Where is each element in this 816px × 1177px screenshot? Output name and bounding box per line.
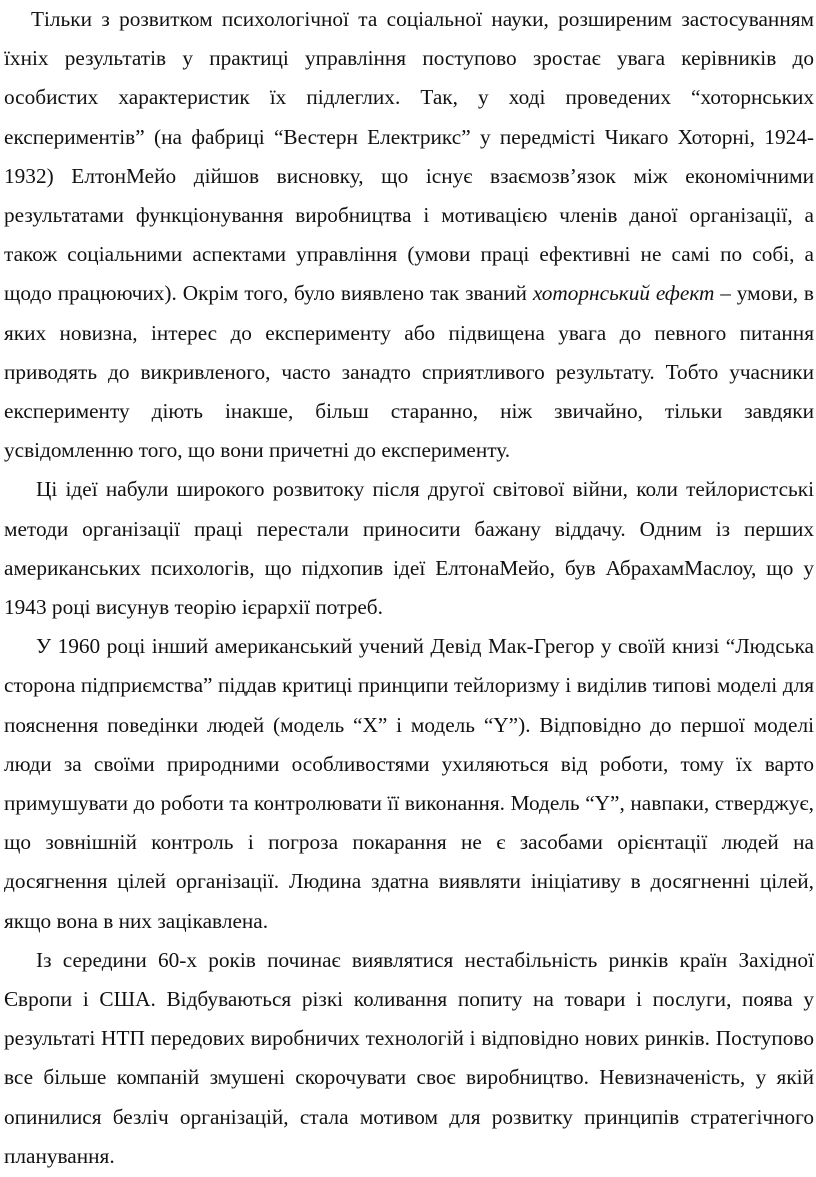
paragraph-mcgregor: У 1960 році інший американський учений Девід Мак-Грегор у своїй книзі “Людська сторона підприємства” піддав критиці принципи тейлоризму і виділив типові моделі для пояснення поведінки людей (модель “X” і модель “Y”). Відповідно до першої моделі люди за своїми природними особливостями ухиляються від роботи, тому їх варто примушувати до роботи та контролювати її виконання. Модель “Y”, навпаки, стверджує, що зовнішній контроль і погроза покарання не є засобами орієнтації людей на досягнення цілей організації. Людина здатна виявляти ініціативу в досягненні цілей, якщо вона в них зацікавлена. bbox=[4, 634, 814, 933]
paragraph-postwar: Ці ідеї набули широкого розвитоку після другої світової війни, коли тейлористські методи організації праці перестали приносити бажану віддачу. Одним із перших американських психологів, що підхопив ідеї ЕлтонаМейо, був АбрахамМаслоу, що у 1943 році висунув теорію ієрархії потреб. bbox=[4, 477, 814, 620]
italic-term-hawthorne-effect: хоторнський ефект bbox=[532, 281, 715, 306]
paragraph-text: – умови, в яких новизна, інтерес до експерименту або підвищена увага до певного питання приводять до викривленого, часто занадто сприятливого результату. Тобто учасники експерименту діють інакше, більш старанно, ніж звичайно, тільки завдяки усвідомленню того, що вони причетні до експерименту. bbox=[4, 281, 814, 463]
document-page bbox=[4, 0, 814, 1176]
paragraph-text: Тільки з розвитком психологічної та соціальної науки, розширеним застосуванням їхніх результатів у практиці управління поступово зростає увага керівників до особистих характеристик їх підлеглих. Так, у ході проведених “хоторнських експериментів” (на фабриці “Вестерн Електрикс” у передмісті Чикаго Хоторні, 1924-1932) ЕлтонМейо дійшов висновку, що існує взаємозв’язок між економічними результатами функціонування виробництва і мотивацією членів даної організації, а також соціальними аспектами управління (умови праці ефективні не самі по собі, а щодо працюючих). Окрім того, було виявлено так званий bbox=[4, 7, 814, 306]
paragraph-strategic-planning: Із середини 60-х років починає виявлятися нестабільність ринків країн Західної Європи і США. Відбуваються різкі коливання попиту на товари і послуги, поява у результаті НТП передових виробничих технологій і відповідно нових ринків. Поступово все більше компаній змушені скорочувати своє виробництво. Невизначеність, у якій опинилися безліч організацій, стала мотивом для розвитку принципів стратегічного планування. bbox=[4, 947, 814, 1168]
paragraph-hawthorne bbox=[4, 0, 814, 470]
